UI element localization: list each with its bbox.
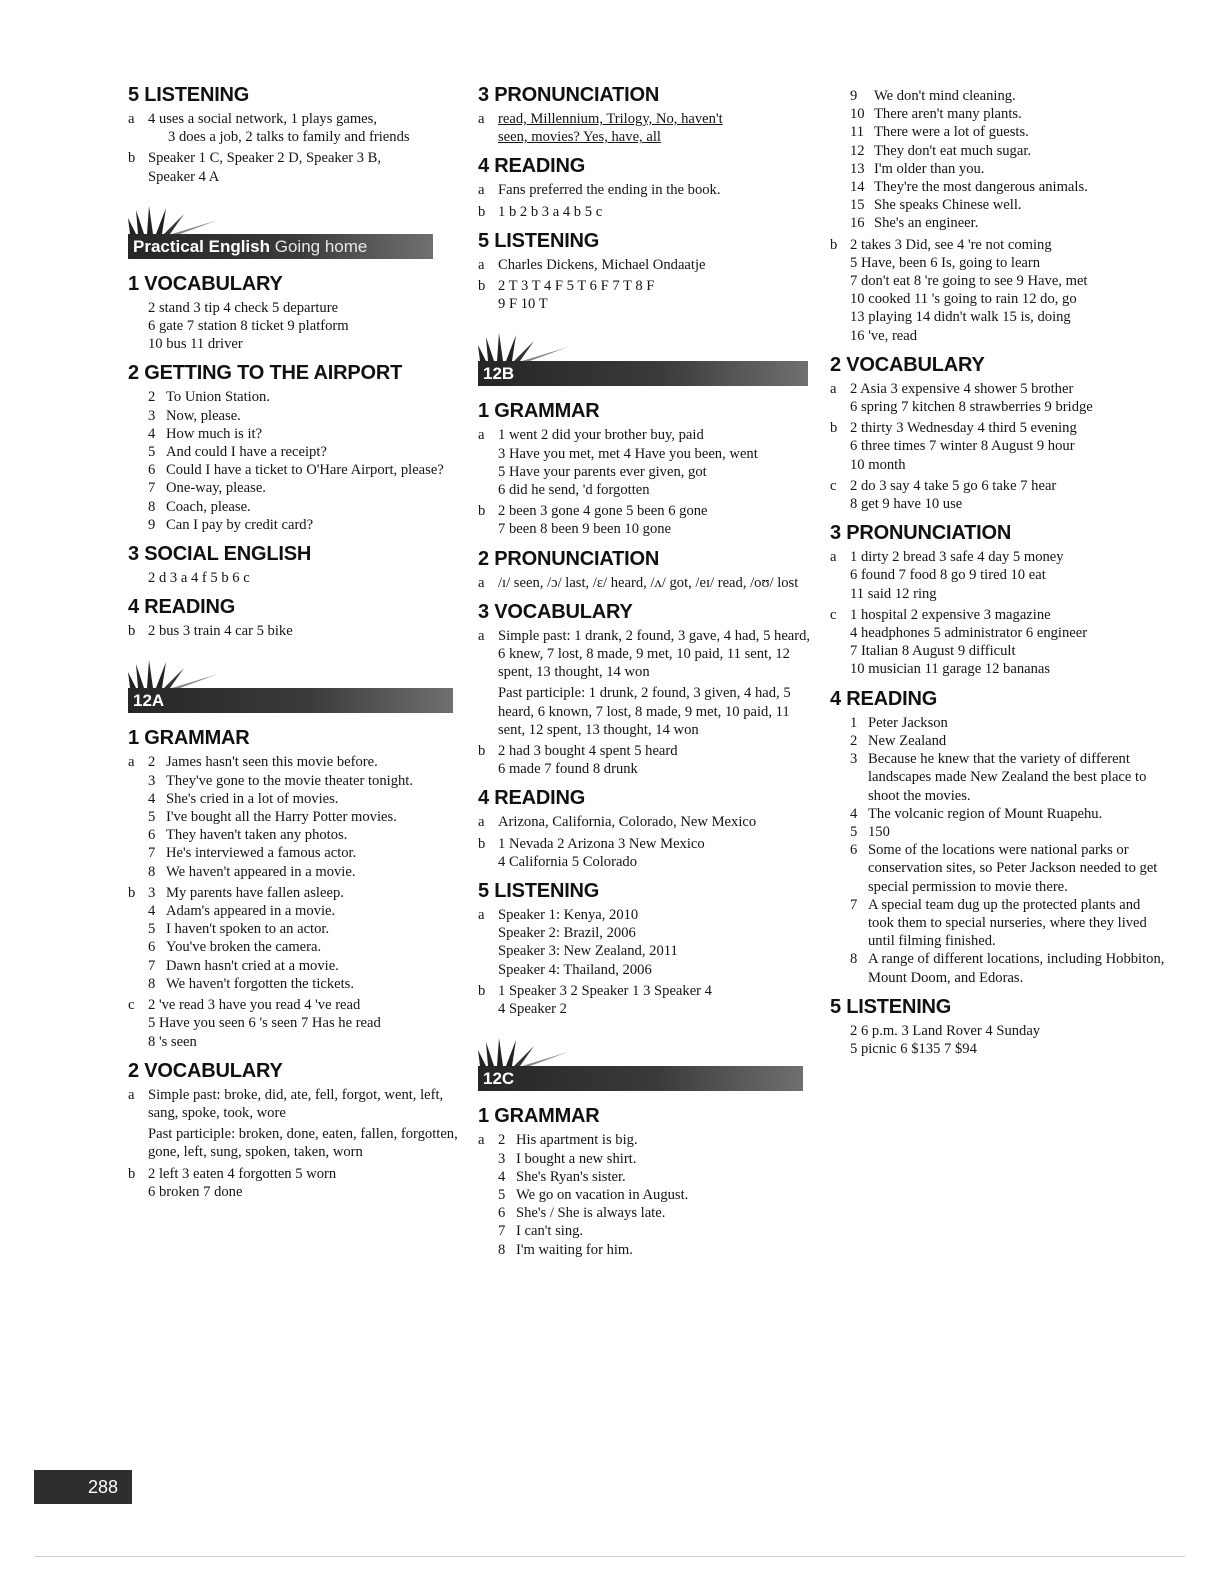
sunburst-icon bbox=[128, 204, 248, 236]
section-heading: 3 VOCABULARY bbox=[478, 600, 633, 623]
listening-section: 5 LISTENING 2 6 p.m. 3 Land Rover 4 Sunday 5 picnic 6 $135 7 $94 bbox=[830, 996, 1165, 1058]
section-heading: 1 GRAMMAR bbox=[478, 400, 600, 423]
airport-section: 2 GETTING TO THE AIRPORT 2 To Union Station. 3 Now, please. 4 How much is it? 5 And could I have a receipt? 6 Could I have a ticket to O'Hare Airport, please? 7 One-way, please. 8 Coach, please. 9 Can I pay by credit card? bbox=[128, 362, 473, 534]
column-1 bbox=[128, 84, 473, 1201]
section-heading: 4 READING bbox=[478, 155, 586, 178]
reading-section: 4 READING b 2 bus 3 train 4 car 5 bike bbox=[128, 596, 473, 640]
sunburst-icon bbox=[128, 658, 248, 690]
reading-2-section: 4 READING a Arizona, California, Colorado, New Mexico b 1 Nevada 2 Arizona 3 New Mexico 4 California 5 Colorado bbox=[478, 787, 818, 871]
reading-section: 4 READING 1 Peter Jackson 2 New Zealand 3 Because he knew that the variety of different landscapes made New Zealand the best place to shoot the movies. 4 The volcanic region of Mount Ruapehu. 5 150 6 Some of the locations were national parks or conservation sites, so Peter Jackson needed to get special permission to movie there. 7 A special team dug up the protected plants and took them to special nurseries, where they lived until filming finished. 8 A range of different locations, including Hobbiton, Mount Doom, and Edoras. bbox=[830, 687, 1165, 986]
listening-section: 5 LISTENING a Charles Dickens, Michael Ondaatje b 2 T 3 T 4 F 5 T 6 F 7 T 8 F 9 F 10 T bbox=[478, 230, 818, 314]
section-heading: 5 LISTENING bbox=[478, 880, 600, 903]
banner-bar: 12A bbox=[128, 688, 453, 713]
unit-12b-banner bbox=[478, 331, 818, 389]
pronunciation-section: 3 PRONUNCIATION a 1 dirty 2 bread 3 safe 4 day 5 money 6 found 7 food 8 go 9 tired 10 eat 11 said 12 ring c 1 hospital 2 expensive 3 magazine 4 headphones 5 administrator 6 engineer 7 Italian 8 August 9 difficult 10 musician 11 garage 12 bananas bbox=[830, 522, 1165, 678]
social-english-section: 3 SOCIAL ENGLISH 2 d 3 a 4 f 5 b 6 c bbox=[128, 543, 473, 587]
section-heading: 2 VOCABULARY bbox=[830, 353, 985, 376]
grammar-section: 1 GRAMMAR a 2 James hasn't seen this movie before. 3 They've gone to the movie theater tonight. 4 She's cried in a lot of movies. 5 I've bought all the Harry Potter movies. 6 They haven't taken any photos. 7 He's interviewed a famous actor. 8 We haven't appeared in a movie. b 3 My parents have fallen asleep. 4 Adam's appeared in a movie. 5 I haven't spoken to an actor. 6 You've broken the camera. 7 Dawn hasn't cried at a movie. 8 We haven't forgotten the tickets. c 2 've read 3 have you read 4 've read 5 Have you seen 6 's seen 7 Has he read 8 's seen bbox=[128, 727, 473, 1050]
vocabulary-section: 2 VOCABULARY a 2 Asia 3 expensive 4 shower 5 brother 6 spring 7 kitchen 8 strawberries 9 bridge b 2 thirty 3 Wednesday 4 third 5 evening 6 three times 7 winter 8 August 9 hour 10 month c 2 do 3 say 4 take 5 go 6 take 7 hear 8 get 9 have 10 use bbox=[830, 354, 1165, 513]
footer-divider bbox=[35, 1556, 1185, 1557]
section-heading: 1 VOCABULARY bbox=[128, 272, 283, 295]
section-heading: 4 READING bbox=[128, 596, 236, 619]
banner-bar: 12C bbox=[478, 1066, 803, 1091]
section-heading: 5 LISTENING bbox=[128, 84, 250, 106]
unit-12a-banner bbox=[128, 658, 473, 716]
sunburst-icon bbox=[478, 331, 598, 363]
column-2 bbox=[478, 84, 818, 1259]
section-heading: 2 GETTING TO THE AIRPORT bbox=[128, 362, 403, 385]
unit-12c-banner bbox=[478, 1036, 818, 1094]
reading-section: 4 READING a Fans preferred the ending in the book. b 1 b 2 b 3 a 4 b 5 c bbox=[478, 155, 818, 220]
grammar-section: 1 GRAMMAR a 1 went 2 did your brother buy, paid 3 Have you met, met 4 Have you been, went 5 Have your parents ever given, got 6 did he send, 'd forgotten b 2 been 3 gone 4 gone 5 been 6 gone 7 been 8 been 9 been 10 gone bbox=[478, 400, 818, 538]
grammar-continued-section: 9 We don't mind cleaning. 10 There aren't many plants. 11 There were a lot of guests. 12 They don't eat much sugar. 13 I'm older than you. 14 They're the most dangerous animals. 15 She speaks Chinese well. 16 She's an engineer. b 2 takes 3 Did, see 4 're not coming 5 Have, been 6 Is, going to learn 7 don't eat 8 're going to see 9 Have, met 10 cooked 11 's going to rain 12 do, go 13 playing 14 didn't walk 15 is, doing 16 've, read bbox=[830, 88, 1088, 344]
listening-2-section: 5 LISTENING a Speaker 1: Kenya, 2010 Speaker 2: Brazil, 2006 Speaker 3: New Zealand, 2011 Speaker 4: Thailand, 2006 b 1 Speaker 3 2 Speaker 1 3 Speaker 4 4 Speaker 2 bbox=[478, 880, 818, 1018]
section-heading: 2 VOCABULARY bbox=[128, 1059, 283, 1082]
vocabulary-section: 1 VOCABULARY 2 stand 3 tip 4 check 5 departure 6 gate 7 station 8 ticket 9 platform 10 bus 11 driver bbox=[128, 273, 473, 354]
sunburst-icon bbox=[478, 1036, 598, 1068]
section-heading: 4 READING bbox=[478, 787, 586, 810]
section-heading: 3 PRONUNCIATION bbox=[830, 522, 1012, 545]
banner-bar: 12B bbox=[478, 361, 808, 386]
section-heading: 3 PRONUNCIATION bbox=[478, 84, 660, 106]
practical-english-banner bbox=[128, 204, 473, 262]
page-number: 288 bbox=[34, 1470, 132, 1504]
vocabulary-2-section: 2 VOCABULARY a Simple past: broke, did, ate, fell, forgot, went, left, sang, spoke, took, wore Past participle: broken, done, eaten, fallen, forgotten, gone, left, sung, spoken, taken, worn b 2 left 3 eaten 4 forgotten 5 worn 6 broken 7 done bbox=[128, 1060, 473, 1201]
pronunciation-2-section: 2 PRONUNCIATION a /ɪ/ seen, /ɔ/ last, /ɛ/ heard, /ʌ/ got, /eɪ/ read, /oʊ/ lost bbox=[478, 548, 818, 592]
listening-section: 5 LISTENING a 4 uses a social network, 1 plays games, 3 does a job, 2 talks to family and friends b Speaker 1 C, Speaker 2 D, Speaker 3 B, Speaker 4 A bbox=[128, 84, 473, 186]
section-heading: 3 SOCIAL ENGLISH bbox=[128, 543, 312, 566]
pronunciation-section: 3 PRONUNCIATION a read, Millennium, Trilogy, No, haven't seen, movies? Yes, have, all bbox=[478, 84, 818, 146]
column-3 bbox=[830, 87, 1165, 1058]
section-heading: 4 READING bbox=[830, 687, 938, 710]
section-heading: 1 GRAMMAR bbox=[128, 727, 250, 750]
grammar-2-section: 1 GRAMMAR a 2 His apartment is big. 3 I bought a new shirt. 4 She's Ryan's sister. 5 We go on vacation in August. 6 She's / She is always late. 7 I can't sing. 8 I'm waiting for him. bbox=[478, 1105, 818, 1258]
section-heading: 5 LISTENING bbox=[478, 229, 600, 252]
section-heading: 5 LISTENING bbox=[830, 995, 952, 1018]
section-heading: 1 GRAMMAR bbox=[478, 1105, 600, 1128]
section-heading: 2 PRONUNCIATION bbox=[478, 547, 660, 570]
vocabulary-section: 3 VOCABULARY a Simple past: 1 drank, 2 found, 3 gave, 4 had, 5 heard, 6 knew, 7 lost, 8 made, 9 met, 10 paid, 11 sent, 12 spent, 13 thought, 14 won Past participle: 1 drunk, 2 found, 3 given, 4 had, 5 heard, 6 known, 7 lost, 8 made, 9 met, 10 paid, 11 sent, 12 spent, 13 thought, 14 won b 2 had 3 bought 4 spent 5 heard 6 made 7 found 8 drunk bbox=[478, 601, 818, 779]
banner-bar: Practical English Going home bbox=[128, 234, 433, 259]
